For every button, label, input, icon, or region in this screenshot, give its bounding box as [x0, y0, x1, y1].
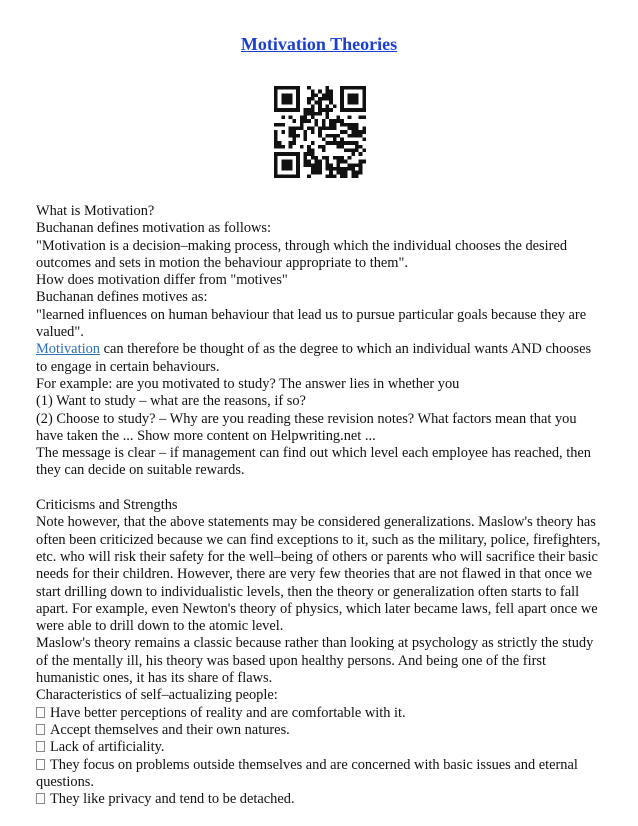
bullet-box-icon — [36, 741, 45, 752]
paragraph: Maslow's theory remains a classic because rather than looking at psychology as strictly the study of the mentally ill, his theory was based upon healthy persons. And being one of the first humanistic ones, it has its share of flaws. — [36, 635, 594, 687]
spacer — [36, 480, 604, 497]
paragraph: (2) Choose to study? – Why are you reading these revision notes? What factors mean that you have taken the ... Show more content on Helpwriting.net ... — [36, 410, 577, 444]
bullet-box-icon — [36, 759, 45, 770]
paragraph: Characteristics of self–actualizing people: — [36, 687, 278, 704]
list-item: Lack of artificiality. — [36, 739, 604, 756]
list-item: Accept themselves and their own natures. — [36, 722, 604, 739]
motivation-link[interactable]: Motivation — [36, 341, 100, 358]
bullet-box-icon — [36, 793, 45, 804]
paragraph: What is Motivation? — [36, 203, 155, 219]
paragraph: Note however, that the above statements may be considered generalizations. Maslow's theory has often been criticized because we can find exceptions to it, such as the military, police, firefighters, etc. who will risk their safety for the well–being of others or parents who will sacrifice their basic needs for their children. However, there are very few theories that are not flawed in that once we start drilling down to individualistic levels, then the theory or generalization often starts to fall apart. For example, even Newton's theory of physics, which later became laws, fell apart once we were able to drill down to the atomic level. — [36, 514, 601, 635]
paragraph: Buchanan defines motives as: — [36, 289, 208, 306]
qr-code-icon — [274, 86, 366, 178]
paragraph: "learned influences on human behaviour that lead us to pursue particular goals because they are valued". — [36, 306, 587, 341]
paragraph: Buchanan defines motivation as follows: — [36, 220, 272, 237]
section-heading: Criticisms and Strengths — [36, 497, 178, 514]
paragraph: For example: are you motivated to study? The answer lies in whether you — [36, 375, 460, 392]
paragraph — [36, 341, 604, 376]
list-item: They like privacy and tend to be detached. — [36, 791, 604, 808]
document-body — [36, 203, 604, 808]
page-title[interactable]: Motivation Theories — [240, 34, 398, 54]
paragraph-text: can therefore be thought of as the degree to which an individual wants AND chooses to engage in certain behaviours. — [36, 341, 592, 375]
paragraph: "Motivation is a decision–making process, through which the individual chooses the desired outcomes and sets in motion the behaviour appropriate to them". — [36, 237, 568, 271]
paragraph: The message is clear – if management can find out which level each employee has reached, then they can decide on suitable rewards. — [36, 445, 592, 479]
paragraph: How does motivation differ from "motives" — [36, 272, 288, 289]
list-item: They focus on problems outside themselves and are concerned with basic issues and eternal questions. — [36, 756, 578, 790]
bullet-box-icon — [36, 724, 45, 735]
bullet-box-icon — [36, 707, 45, 718]
paragraph: (1) Want to study – what are the reasons, if so? — [36, 393, 306, 410]
list-item: Have better perceptions of reality and are comfortable with it. — [36, 705, 604, 722]
